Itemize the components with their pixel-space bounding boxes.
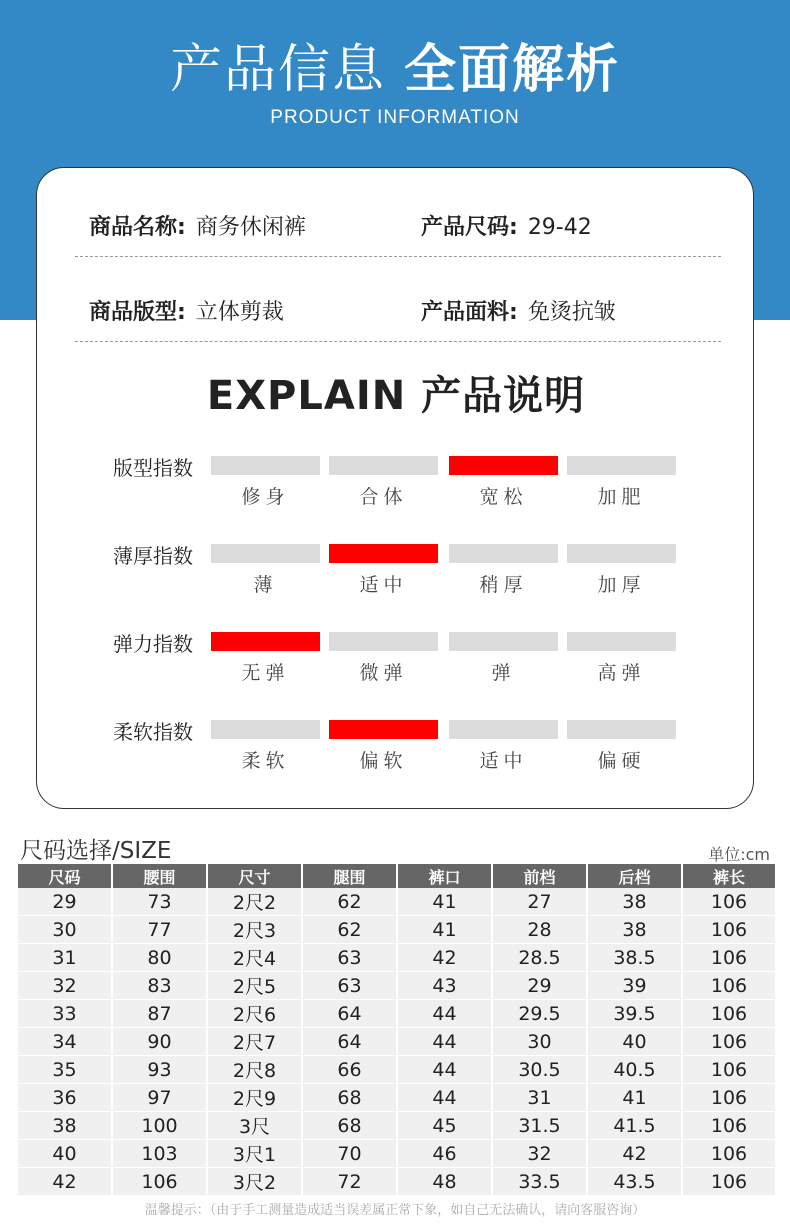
table-cell: 42 [18, 1168, 112, 1196]
table-cell: 43.5 [587, 1168, 682, 1196]
index-label: 薄厚指数 [113, 544, 193, 568]
table-cell: 106 [682, 1140, 775, 1168]
info-row [89, 295, 719, 335]
index-option-label: 适中 [479, 750, 528, 772]
column-header: 尺码 [18, 864, 112, 888]
column-header: 腰围 [112, 864, 207, 888]
index-segment [449, 544, 558, 563]
table-cell: 106 [682, 944, 775, 972]
table-cell: 2尺3 [207, 916, 302, 944]
table-cell: 39 [587, 972, 682, 1000]
info-item-size [421, 210, 592, 241]
index-segment [211, 544, 320, 563]
table-cell: 32 [492, 1140, 587, 1168]
table-cell: 103 [112, 1140, 207, 1168]
size-title: 尺码选择/SIZE [20, 838, 172, 864]
index-segment [329, 456, 438, 475]
table-cell: 106 [682, 972, 775, 1000]
table-cell: 3尺2 [207, 1168, 302, 1196]
table-cell: 46 [397, 1140, 492, 1168]
table-row [18, 888, 775, 916]
table-row [18, 1140, 775, 1168]
size-table-header [18, 864, 775, 888]
info-label: 产品面料: [421, 300, 518, 325]
table-row [18, 1112, 775, 1140]
divider [75, 341, 721, 342]
table-cell: 64 [302, 1000, 397, 1028]
index-option-label: 高弹 [597, 662, 646, 684]
table-cell: 41 [397, 916, 492, 944]
table-cell: 38.5 [587, 944, 682, 972]
table-cell: 27 [492, 888, 587, 916]
info-item-name [89, 210, 306, 241]
table-cell: 2尺8 [207, 1056, 302, 1084]
index-option-label: 偏软 [359, 750, 408, 772]
index-option-label: 无弹 [241, 662, 290, 684]
table-row [18, 944, 775, 972]
index-row [37, 456, 755, 526]
table-cell: 33 [18, 1000, 112, 1028]
table-cell: 66 [302, 1056, 397, 1084]
table-cell: 41 [397, 888, 492, 916]
table-cell: 2尺4 [207, 944, 302, 972]
table-cell: 62 [302, 916, 397, 944]
table-cell: 30.5 [492, 1056, 587, 1084]
table-row [18, 916, 775, 944]
index-label: 柔软指数 [113, 720, 193, 744]
table-cell: 106 [682, 1168, 775, 1196]
table-cell: 41.5 [587, 1112, 682, 1140]
index-segment [567, 720, 676, 739]
table-cell: 106 [682, 888, 775, 916]
table-cell: 2尺9 [207, 1084, 302, 1112]
table-row [18, 972, 775, 1000]
info-value: 29-42 [527, 215, 592, 240]
table-cell: 68 [302, 1112, 397, 1140]
index-label: 弹力指数 [113, 632, 193, 656]
index-row [37, 632, 755, 702]
index-option-label: 微弹 [359, 662, 408, 684]
table-cell: 83 [112, 972, 207, 1000]
info-label: 商品名称: [89, 215, 186, 240]
table-cell: 48 [397, 1168, 492, 1196]
info-value: 立体剪裁 [195, 300, 284, 325]
info-row [89, 210, 719, 250]
table-cell: 3尺 [207, 1112, 302, 1140]
table-cell: 29.5 [492, 1000, 587, 1028]
index-segment [449, 632, 558, 651]
index-option-label: 柔软 [241, 750, 290, 772]
unit-label: 单位:cm [708, 845, 770, 864]
info-value: 商务休闲裤 [195, 215, 306, 240]
index-option-label: 修身 [241, 486, 290, 508]
table-cell: 38 [587, 916, 682, 944]
index-segment [567, 544, 676, 563]
table-cell: 100 [112, 1112, 207, 1140]
table-row [18, 1056, 775, 1084]
table-cell: 28 [492, 916, 587, 944]
table-cell: 2尺2 [207, 888, 302, 916]
index-option-label: 适中 [359, 574, 408, 596]
table-cell: 68 [302, 1084, 397, 1112]
table-cell: 31 [18, 944, 112, 972]
table-cell: 77 [112, 916, 207, 944]
table-row [18, 1168, 775, 1196]
index-option-label: 弹 [491, 662, 516, 684]
table-cell: 3尺1 [207, 1140, 302, 1168]
table-cell: 30 [18, 916, 112, 944]
table-cell: 31 [492, 1084, 587, 1112]
table-cell: 106 [112, 1168, 207, 1196]
column-header: 裤口 [397, 864, 492, 888]
table-cell: 106 [682, 916, 775, 944]
table-cell: 106 [682, 1056, 775, 1084]
page-title [0, 38, 790, 102]
column-header: 前档 [492, 864, 587, 888]
table-cell: 38 [587, 888, 682, 916]
explain-title: EXPLAIN 产品说明 [206, 373, 586, 419]
index-option-label: 稍厚 [479, 574, 528, 596]
table-cell: 2尺5 [207, 972, 302, 1000]
table-cell: 106 [682, 1112, 775, 1140]
table-cell: 32 [18, 972, 112, 1000]
size-table [18, 864, 775, 1196]
page-title-light: 产品信息 [169, 40, 386, 100]
table-cell: 45 [397, 1112, 492, 1140]
index-segment-selected [329, 720, 438, 739]
table-cell: 38 [18, 1112, 112, 1140]
table-cell: 2尺7 [207, 1028, 302, 1056]
table-cell: 90 [112, 1028, 207, 1056]
index-option-label: 加厚 [597, 574, 646, 596]
table-cell: 36 [18, 1084, 112, 1112]
table-cell: 63 [302, 972, 397, 1000]
table-cell: 28.5 [492, 944, 587, 972]
table-row [18, 1000, 775, 1028]
table-cell: 106 [682, 1084, 775, 1112]
size-table-body [18, 888, 775, 1196]
index-segment-selected [211, 632, 320, 651]
index-option-label: 偏硬 [597, 750, 646, 772]
table-cell: 39.5 [587, 1000, 682, 1028]
table-cell: 30 [492, 1028, 587, 1056]
table-cell: 62 [302, 888, 397, 916]
table-cell: 72 [302, 1168, 397, 1196]
table-cell: 106 [682, 1000, 775, 1028]
table-cell: 97 [112, 1084, 207, 1112]
table-cell: 33.5 [492, 1168, 587, 1196]
table-cell: 44 [397, 1084, 492, 1112]
index-option-label: 宽松 [479, 486, 528, 508]
index-segment-selected [329, 544, 438, 563]
index-row [37, 720, 755, 790]
info-value: 免烫抗皱 [527, 300, 616, 325]
table-cell: 2尺6 [207, 1000, 302, 1028]
info-label: 产品尺码: [421, 215, 518, 240]
index-segment [567, 456, 676, 475]
index-label: 版型指数 [113, 456, 193, 480]
page-subtitle: PRODUCT INFORMATION [270, 107, 520, 128]
info-item-fabric [421, 295, 616, 326]
info-label: 商品版型: [89, 300, 186, 325]
table-cell: 93 [112, 1056, 207, 1084]
table-cell: 35 [18, 1056, 112, 1084]
index-segment [449, 720, 558, 739]
table-cell: 40 [587, 1028, 682, 1056]
table-cell: 29 [492, 972, 587, 1000]
table-cell: 63 [302, 944, 397, 972]
index-row [37, 544, 755, 614]
table-cell: 34 [18, 1028, 112, 1056]
table-cell: 44 [397, 1028, 492, 1056]
table-cell: 29 [18, 888, 112, 916]
table-cell: 42 [587, 1140, 682, 1168]
table-cell: 31.5 [492, 1112, 587, 1140]
table-cell: 106 [682, 1028, 775, 1056]
table-cell: 73 [112, 888, 207, 916]
table-row [18, 1084, 775, 1112]
column-header: 后档 [587, 864, 682, 888]
table-cell: 44 [397, 1056, 492, 1084]
index-segment-selected [449, 456, 558, 475]
index-segment [329, 632, 438, 651]
table-cell: 42 [397, 944, 492, 972]
table-cell: 43 [397, 972, 492, 1000]
table-cell: 44 [397, 1000, 492, 1028]
index-segment [567, 632, 676, 651]
footnote: 温馨提示：（由于手工测量造成适当误差属正常下象，如自己无法确认，请向客服咨询） [144, 1203, 646, 1218]
page-title-bold: 全面解析 [404, 40, 621, 100]
index-segment [211, 456, 320, 475]
table-cell: 40 [18, 1140, 112, 1168]
table-cell: 64 [302, 1028, 397, 1056]
index-option-label: 薄 [253, 574, 278, 596]
column-header: 裤长 [682, 864, 775, 888]
table-cell: 40.5 [587, 1056, 682, 1084]
table-cell: 80 [112, 944, 207, 972]
table-cell: 87 [112, 1000, 207, 1028]
column-header: 腿围 [302, 864, 397, 888]
info-item-fit [89, 295, 284, 326]
product-info-card [36, 167, 754, 809]
column-header: 尺寸 [207, 864, 302, 888]
index-option-label: 合体 [359, 486, 408, 508]
table-cell: 41 [587, 1084, 682, 1112]
index-segment [211, 720, 320, 739]
divider [75, 256, 721, 257]
index-option-label: 加肥 [597, 486, 646, 508]
table-cell: 70 [302, 1140, 397, 1168]
table-row [18, 1028, 775, 1056]
